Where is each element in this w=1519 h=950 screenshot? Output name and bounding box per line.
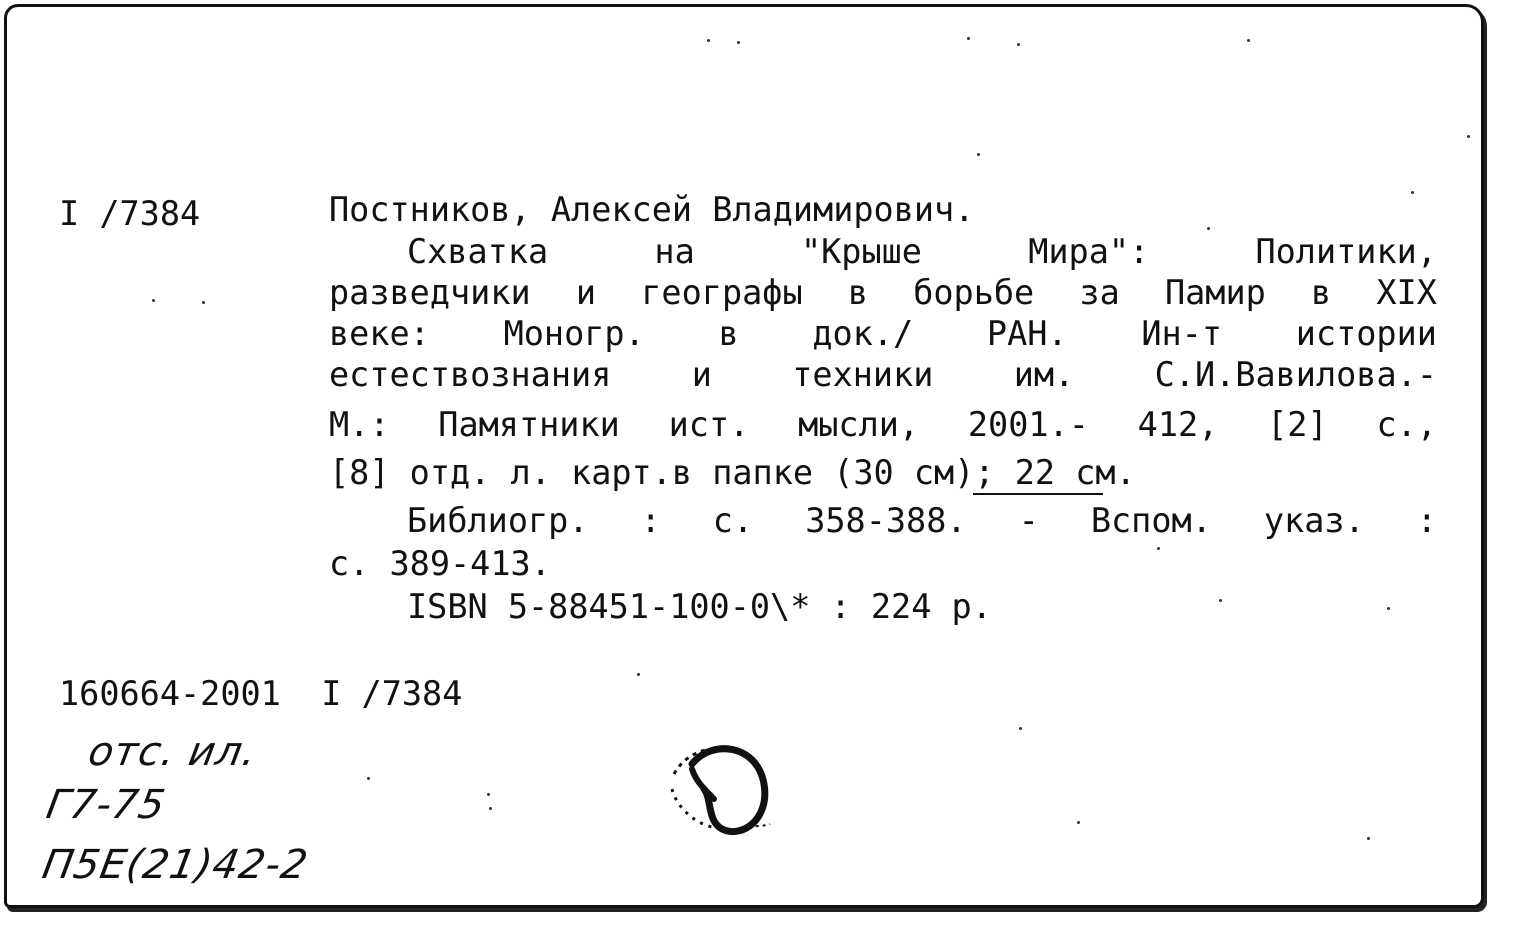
speck [367, 777, 370, 780]
word: географы [641, 273, 803, 312]
word: "Крыше [800, 232, 922, 271]
word: док./ [812, 314, 914, 353]
note-line-1 [407, 501, 1437, 541]
word: техники [792, 355, 934, 394]
word: с. [712, 501, 754, 540]
speck [1367, 837, 1370, 840]
handwritten-underline [973, 493, 1103, 495]
speck [1019, 727, 1022, 730]
speck [967, 37, 970, 40]
word: им. [1013, 355, 1075, 394]
speck [707, 39, 710, 42]
word: разведчики [329, 273, 531, 312]
word: указ. [1263, 501, 1365, 540]
title-line-3 [329, 314, 1437, 354]
word: и [691, 355, 712, 394]
word: [2] [1267, 405, 1328, 444]
title-line-5 [329, 405, 1437, 445]
word: Политики, [1255, 232, 1437, 271]
word: С.И.Вавилова.- [1154, 355, 1437, 394]
word: Памятники [438, 405, 620, 444]
word: Схватка [407, 232, 549, 271]
speck [487, 793, 490, 796]
word: за [1079, 273, 1120, 312]
word: и [575, 273, 597, 312]
title-line-1 [407, 232, 1437, 272]
word: : [640, 501, 661, 540]
author-heading: Постников, Алексей Владимирович. [329, 190, 975, 229]
handwritten-note-3: П5Е(21)42-2 [38, 842, 312, 888]
speck [1387, 607, 1390, 610]
speck [637, 673, 640, 676]
word: борьбе [913, 273, 1035, 312]
word: Библиогр. [407, 501, 589, 540]
word: веке: [329, 314, 430, 353]
speck [1017, 43, 1020, 46]
word: истории [1295, 314, 1437, 353]
speck [977, 153, 980, 156]
speck [1411, 191, 1414, 194]
word: 412, [1137, 405, 1219, 444]
word: : [1416, 501, 1437, 540]
call-number: I /7384 [59, 194, 201, 233]
word: Моногр. [503, 314, 645, 353]
speck [737, 41, 740, 44]
word: - [1018, 501, 1039, 540]
word: М.: [329, 405, 390, 444]
word: в [1311, 273, 1332, 312]
speck [1157, 547, 1160, 550]
handwritten-note-1: отс. ил. [84, 729, 261, 775]
word: мысли, [798, 405, 920, 444]
speck [489, 807, 492, 810]
inventory-number: 160664-2001 I /7384 [59, 674, 463, 713]
speck [202, 301, 205, 304]
word: естествознания [329, 355, 612, 394]
word: Мира": [1028, 232, 1150, 271]
word: XIX [1376, 273, 1437, 312]
word: РАН. [986, 314, 1068, 353]
word: Ин-т [1141, 314, 1223, 353]
word: Вспом. [1090, 501, 1212, 540]
speck [1467, 135, 1470, 138]
word: 358-388. [805, 501, 967, 540]
isbn-line: ISBN 5-88451-100-0\* : 224 р. [407, 587, 992, 626]
word: на [654, 232, 695, 271]
speck [1207, 227, 1210, 230]
speck [1077, 821, 1080, 824]
speck [152, 299, 155, 302]
word: Памир [1164, 273, 1266, 312]
title-line-4 [329, 355, 1437, 395]
title-line-2 [329, 273, 1437, 313]
word: в [847, 273, 868, 312]
speck [1247, 39, 1250, 42]
library-stamp-icon [652, 729, 782, 849]
word: в [718, 314, 739, 353]
handwritten-note-2: Г7-75 [42, 782, 170, 828]
title-line-6: [8] отд. л. карт.в папке (30 см); 22 см. [329, 453, 1136, 492]
note-line-2: с. 389-413. [329, 544, 551, 583]
word: 2001.- [967, 405, 1089, 444]
word: ист. [668, 405, 750, 444]
word: с., [1376, 405, 1437, 444]
catalog-card [4, 4, 1484, 908]
speck [1219, 599, 1222, 602]
